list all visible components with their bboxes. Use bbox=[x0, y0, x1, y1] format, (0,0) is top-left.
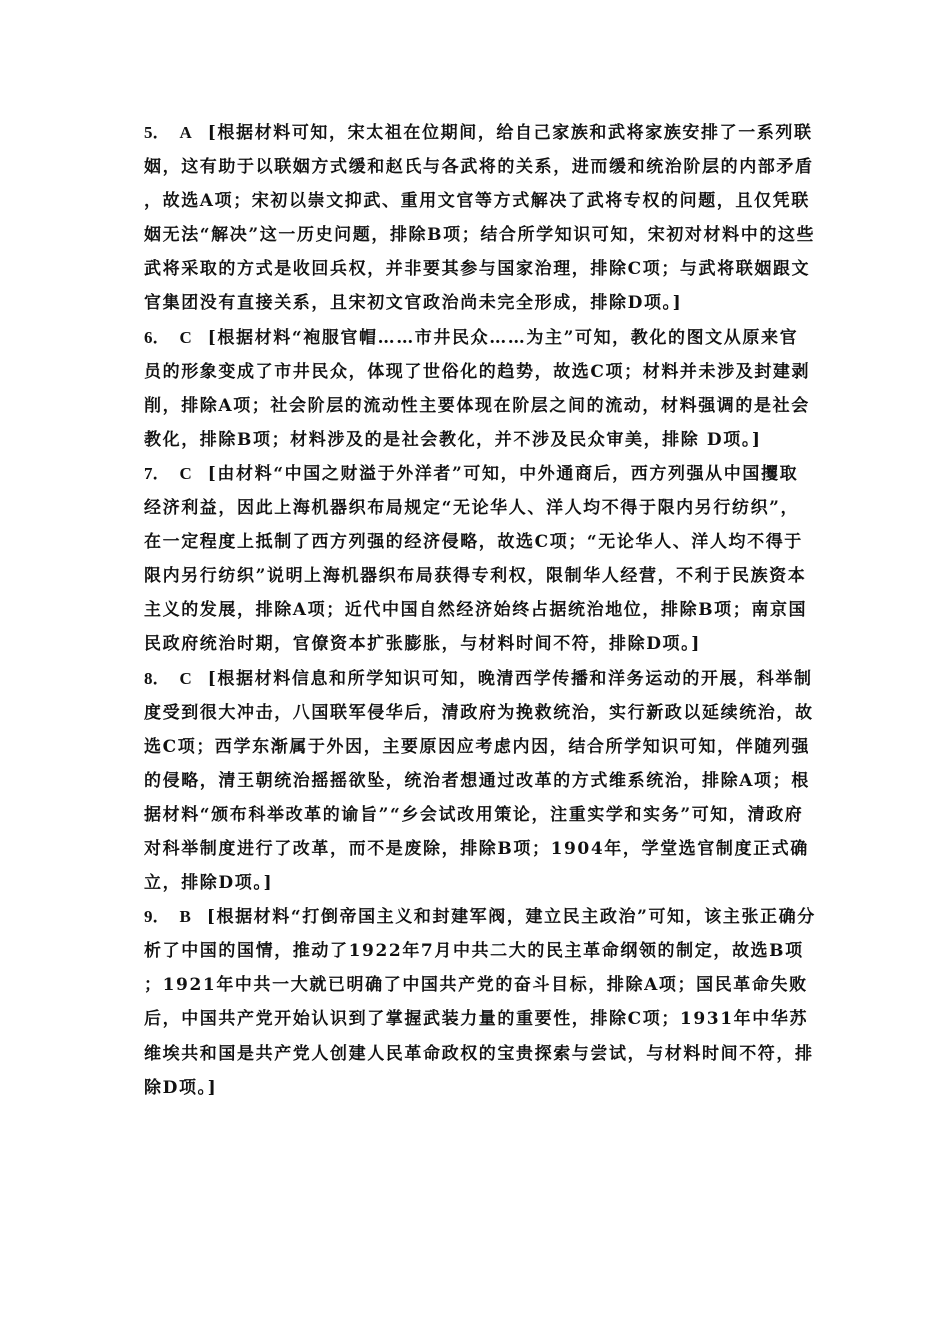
question-number: 5． bbox=[144, 123, 170, 142]
answer-item-6 bbox=[144, 321, 816, 457]
question-number: 7． bbox=[144, 463, 170, 483]
answer-choice: B bbox=[179, 907, 191, 927]
question-number: 8． bbox=[144, 668, 170, 688]
answer-choice: C bbox=[179, 327, 192, 347]
question-number: 6． bbox=[144, 327, 170, 347]
answer-choice: C bbox=[179, 463, 192, 483]
answer-choice: C bbox=[179, 668, 192, 688]
question-number: 9． bbox=[144, 907, 170, 927]
answer-choice: A bbox=[179, 123, 192, 142]
answer-item-7 bbox=[144, 457, 816, 662]
answer-explanation: [根据材料可知，宋太祖在位期间，给自己家族和武将家族安排了一系列联姻，这有助于以联姻方式缓和赵氏与各武将的关系，进而缓和统治阶层的内部矛盾，故选A项；宋初以崇文抑武、重用文官等方式解决了武将专权的问题，且仅凭联姻无法“解决”这一历史问题，排除B项；结合所学知识可知，宋初对材料中的这些武将采取的方式是收回兵权，并非要其参与国家治理，排除C项；与武将联姻跟文官集团没有直接关系，且宋初文官政治尚未完全形成，排除D项。] bbox=[144, 123, 816, 314]
answer-item-5 bbox=[144, 116, 816, 321]
answer-explanation: [根据材料“袍服官帽……市井民众……为主”可知，教化的图文从原来官员的形象变成了市井民众，体现了世俗化的趋势，故选C项；材料并未涉及封建剥削，排除A项；社会阶层的流动性主要体现在阶层之间的流动，材料强调的是社会教化，排除B项；材料涉及的是社会教化，并不涉及民众审美，排除 D项。] bbox=[144, 327, 811, 450]
answer-explanation: [由材料“中国之财溢于外洋者”可知，中外通商后，西方列强从中国攫取经济利益，因此上海机器织布局规定“无论华人、洋人均不得于限内另行纺织”，在一定程度上抵制了西方列强的经济侵略，故选C项；“无论华人、洋人均不得于限内另行纺织”说明上海机器织布局获得专利权，限制华人经营，不利于民族资本主义的发展，排除A项；近代中国自然经济始终占据统治地位，排除B项；南京国民政府统治时期，官僚资本扩张膨胀，与材料时间不符，排除D项。] bbox=[144, 463, 808, 655]
answer-explanations bbox=[144, 116, 816, 1105]
answer-item-8 bbox=[144, 662, 816, 901]
answer-item-9 bbox=[144, 900, 816, 1105]
answer-explanation: [根据材料“打倒帝国主义和封建军阀，建立民主政治”可知，该主张正确分析了中国的国情，推动了1922年7月中共二大的民主革命纲领的制定，故选B项；1921年中共一大就已明确了中国共产党的奋斗目标，排除A项；国民革命失败后，中国共产党开始认识到了掌握武装力量的重要性，排除C项；1931年中华苏维埃共和国是共产党人创建人民革命政权的宝贵探索与尝试，与材料时间不符，排除D项。] bbox=[144, 907, 816, 1098]
answer-explanation: [根据材料信息和所学知识可知，晚清西学传播和洋务运动的开展，科举制度受到很大冲击，八国联军侵华后，清政府为挽救统治，实行新政以延续统治，故选C项；西学东渐属于外因，主要原因应考虑内因，结合所学知识可知，伴随列强的侵略，清王朝统治摇摇欲坠，统治者想通过改革的方式维系统治，排除A项；根据材料“颁布科举改革的谕旨”“乡会试改用策论，注重实学和实务”可知，清政府对科举制度进行了改革，而不是废除，排除B项；1904年，学堂选官制度正式确立，排除D项。] bbox=[144, 668, 814, 894]
